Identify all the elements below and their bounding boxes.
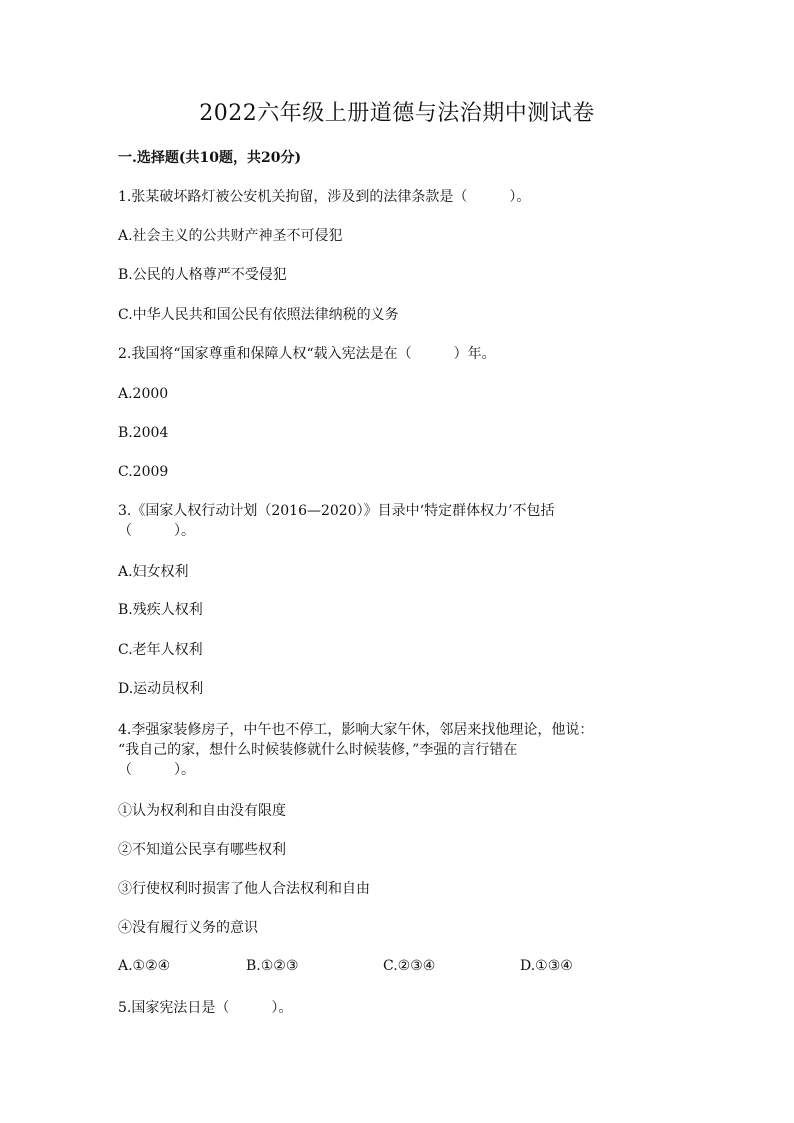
question-1-stem: 1.张某破坏路灯被公安机关拘留，涉及到的法律条款是（ ）。 [118, 189, 531, 205]
question-4-options-row [118, 958, 678, 978]
question-3-option-d: D.运动员权利 [118, 681, 204, 697]
question-2-option-a: A.2000 [118, 386, 169, 402]
question-4-option-d: D.①③④ [520, 958, 573, 974]
question-2-stem: 2.我国将“国家尊重和保障人权“载入宪法是在（ ）年。 [118, 346, 496, 362]
question-3-stem-line-1: 3.《国家人权行动计划（2016—2020）》目录中‘特定群体权力’不包括 [118, 503, 555, 519]
question-4-statement-2: ②不知道公民享有哪些权利 [118, 842, 286, 858]
question-1-option-b: B.公民的人格尊严不受侵犯 [118, 267, 287, 283]
question-2-option-c: C.2009 [118, 464, 169, 480]
question-3-option-b: B.残疾人权利 [118, 602, 203, 618]
question-4-statement-1: ①认为权利和自由没有限度 [118, 803, 286, 819]
question-5-stem: 5.国家宪法日是（ ）。 [118, 1000, 293, 1016]
question-3-option-a: A.妇女权利 [118, 564, 189, 580]
page-title: 2022六年级上册道德与法治期中测试卷 [199, 101, 595, 126]
question-4-stem-line-1: 4.李强家装修房子，中午也不停工，影响大家午休，邻居来找他理论，他说： [118, 722, 594, 738]
question-2-option-b: B.2004 [118, 425, 169, 441]
question-4-statement-3: ③行使权利时损害了他人合法权利和自由 [118, 881, 370, 897]
question-1-option-a: A.社会主义的公共财产神圣不可侵犯 [118, 228, 343, 244]
question-4-stem-line-2: “我自己的家，想什么时候装修就什么时候装修，”李强的言行错在 [118, 742, 518, 758]
question-4-option-a: A.①②④ [118, 958, 171, 974]
question-4-statement-4: ④没有履行义务的意识 [118, 920, 258, 936]
section-heading: 一.选择题(共10题，共20分) [118, 150, 302, 166]
question-1-option-c: C.中华人民共和国公民有依照法律纳税的义务 [118, 307, 399, 323]
question-4-stem-line-3: （ ）。 [118, 762, 195, 778]
question-3-stem-line-2: （ ）。 [118, 523, 195, 539]
question-4-option-c: C.②③④ [383, 958, 436, 974]
question-4-option-b: B.①②③ [246, 958, 299, 974]
question-3-option-c: C.老年人权利 [118, 642, 203, 658]
